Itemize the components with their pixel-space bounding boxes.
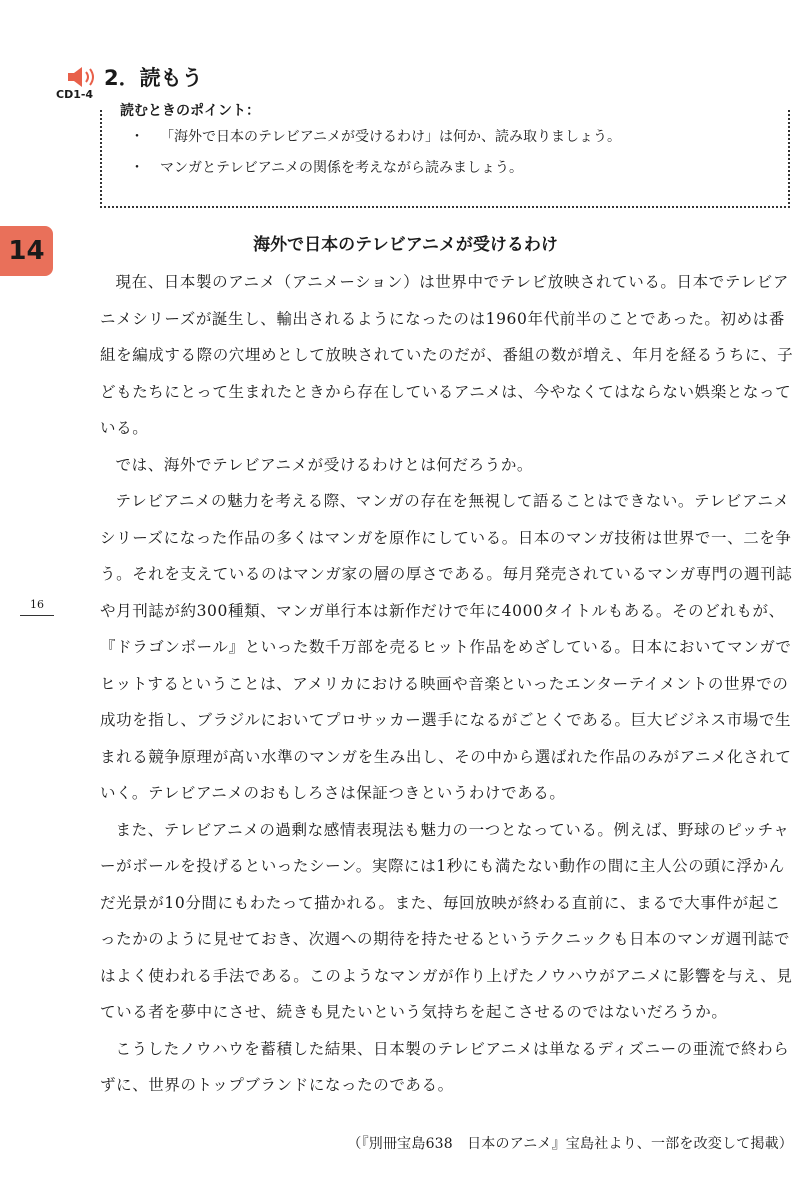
page-number: 16 bbox=[20, 598, 54, 616]
reading-points-title: 読むときのポイント： bbox=[112, 100, 266, 120]
cd-track-label: CD1-4 bbox=[56, 88, 94, 101]
article-paragraph: 現在、日本製のアニメ（アニメーション）は世界中でテレビ放映されている。日本でテレビアニメシリーズが誕生し、輸出されるようになったのは1960年代前半のことであった。初めは番組を編成する際の穴埋めとして放映されていたのだが、番組の数が増え、年月を経るうちに、子どもたちにとって生まれたときから存在しているアニメは、今やなくてはならない娯楽となっている。 bbox=[100, 273, 794, 437]
article-body bbox=[100, 264, 796, 1104]
lesson-number-tab: 14 bbox=[0, 226, 53, 276]
reading-point-item: ・ 「海外で日本のテレビアニメが受けるわけ」は何か、読み取りましょう。 bbox=[130, 128, 621, 146]
reading-point-item: ・ マンガとテレビアニメの関係を考えながら読みましょう。 bbox=[130, 159, 621, 177]
article-paragraph: こうしたノウハウを蓄積した結果、日本製のテレビアニメは単なるディズニーの亜流で終わらずに、世界のトップブランドになったのである。 bbox=[100, 1039, 790, 1094]
article-title: 海外で日本のテレビアニメが受けるわけ bbox=[253, 235, 558, 255]
reading-points-list bbox=[130, 128, 621, 190]
speaker-icon bbox=[66, 66, 100, 88]
section-title: 2．読もう bbox=[104, 66, 203, 90]
article-paragraph: では、海外でテレビアニメが受けるわけとは何だろうか。 bbox=[115, 455, 534, 474]
article-paragraph: また、テレビアニメの過剰な感情表現法も魅力の一つとなっている。例えば、野球のピッチャーがボールを投げるといったシーン。実際には1秒にも満たない動作の間に主人公の頭に浮かんだ光景が10分間にもわたって描かれる。また、毎回放映が終わる直前に、まるで大事件が起こったかのように見せておき、次週への期待を持たせるというテクニックも日本のマンガ週刊誌ではよく使われる手法である。このようなマンガが作り上げたノウハウがアニメに影響を与え、見ている者を夢中にさせ、続きも見たいという気持ちを起こさせるのではないだろうか。 bbox=[100, 820, 793, 1021]
article-paragraph: テレビアニメの魅力を考える際、マンガの存在を無視して語ることはできない。テレビアニメシリーズになった作品の多くはマンガを原作にしている。日本のマンガ技術は世界で一、二を争う。それを支えているのはマンガ家の層の厚さである。毎月発売されているマンガ専門の週刊誌や月刊誌が約300種類、マンガ単行本は新作だけで年に4000タイトルもある。そのどれもが、『ドラゴンボール』といった数千万部を売るヒット作品をめざしている。日本においてマンガでヒットするということは、アメリカにおける映画や音楽といったエンターテイメントの世界での成功を指し、ブラジルにおいてプロサッカー選手になるがごとくである。巨大ビジネス市場で生まれる競争原理が高い水準のマンガを生み出し、その中から選ばれた作品のみがアニメ化されていく。テレビアニメのおもしろさは保証つきというわけである。 bbox=[100, 492, 793, 802]
source-citation: （『別冊宝島638 日本のアニメ』宝島社より、一部を改変して掲載） bbox=[347, 1136, 793, 1152]
